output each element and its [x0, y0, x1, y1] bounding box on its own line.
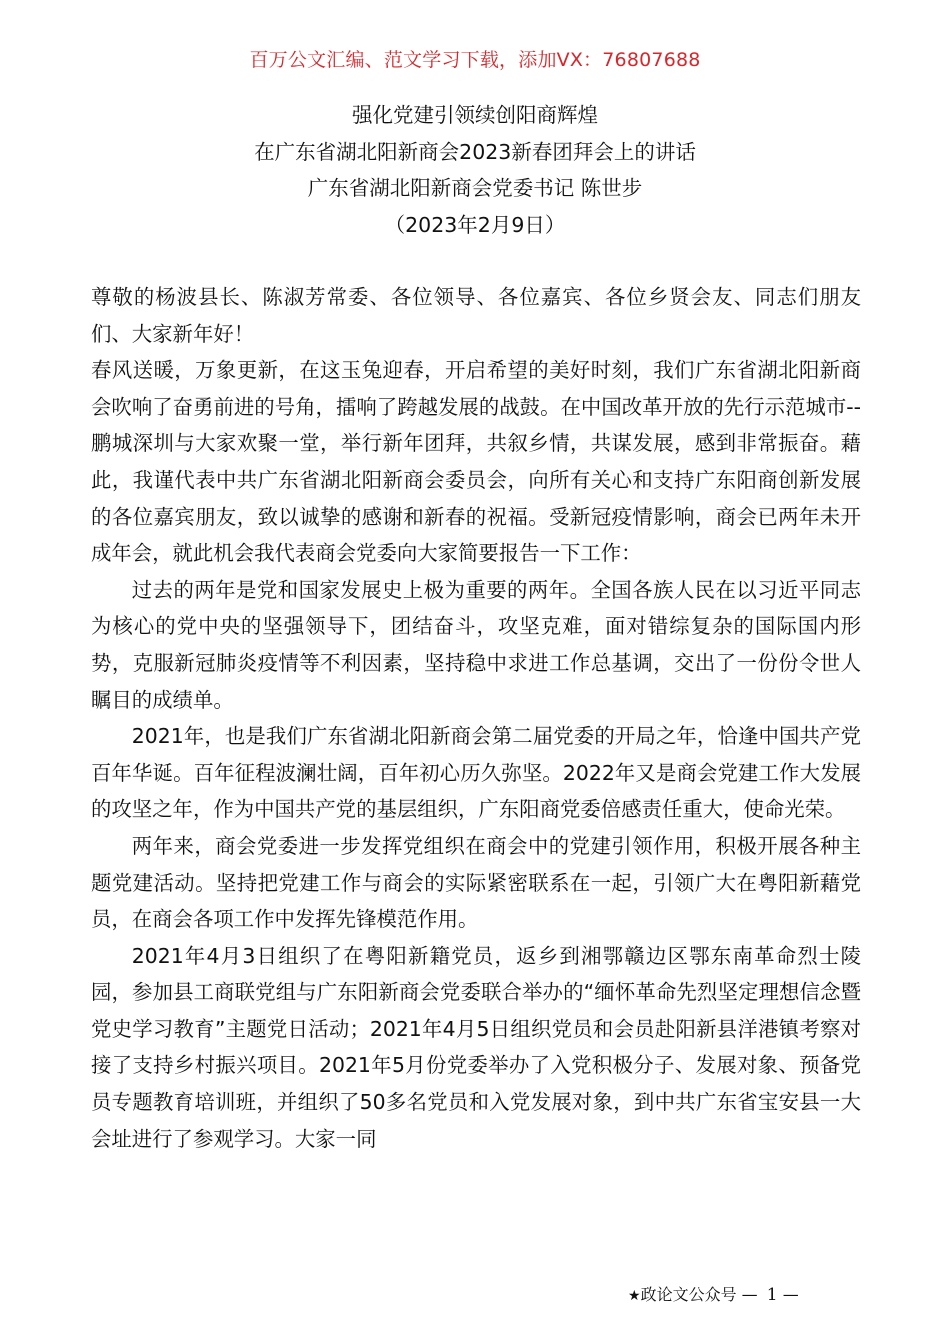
- star-icon: ★: [628, 1288, 641, 1304]
- body-paragraph: 两年来，商会党委进一步发挥党组织在商会中的党建引领作用，积极开展各种主题党建活动。坚持把党建工作与商会的实际紧密联系在一起，引领广大在粤阳新藉党员，在商会各项工作中发挥先锋模范作用。: [91, 833, 861, 932]
- document-subtitle: 在广东省湖北阳新商会2023新春团拜会上的讲话: [254, 139, 696, 164]
- footer-dash-right: —: [782, 1285, 799, 1304]
- body-paragraph: 2021年，也是我们广东省湖北阳新商会第二届党委的开局之年，恰逢中国共产党百年华诞。百年征程波澜壮阔，百年初心历久弥坚。2022年又是商会党建工作大发展的攻坚之年，作为中国共产党的基层组织，广东阳商党委倍感责任重大，使命光荣。: [91, 724, 861, 822]
- page-number: 1: [766, 1285, 778, 1305]
- speech-body: [91, 279, 861, 1157]
- page-footer: [628, 1284, 888, 1307]
- body-paragraph: 2021年4月3日组织了在粤阳新籍党员，返乡到湘鄂赣边区鄂东南革命烈士陵园，参加县工商联党组与广东阳新商会党委联合举办的“缅怀革命先烈坚定理想信念暨党史学习教育”主题党日活动；2021年4月5日组织党员和会员赴阳新县洋港镇考察对接了支持乡村振兴项目。2021年5月份党委举办了入党积极分子、发展对象、预备党员专题教育培训班，并组织了50多名党员和入党发展对象，到中共广东省宝安县一大会址进行了参观学习。大家一同: [91, 943, 861, 1151]
- body-paragraph: 过去的两年是党和国家发展史上极为重要的两年。全国各族人民在以习近平同志为核心的党中央的坚强领导下，团结奋斗，攻坚克难，面对错综复杂的国际国内形势，克服新冠肺炎疫情等不利因素，坚持稳中求进工作总基调，交出了一份份令世人瞩目的成绩单。: [91, 577, 861, 712]
- speaker-line: 广东省湖北阳新商会党委书记 陈世步: [307, 176, 643, 200]
- title-block: [0, 97, 950, 243]
- document-title: 强化党建引领续创阳商辉煌: [352, 103, 598, 127]
- footer-source-label: 政论文公众号: [640, 1285, 737, 1304]
- speech-date: （2023年2月9日）: [384, 212, 566, 237]
- footer-dash-left: —: [741, 1285, 758, 1304]
- body-paragraph: 春风送暖，万象更新，在这玉兔迎春，开启希望的美好时刻，我们广东省湖北阳新商会吹响了奋勇前进的号角，擂响了跨越发展的战鼓。在中国改革开放的先行示范城市--鹏城深圳与大家欢聚一堂，举行新年团拜，共叙乡情，共谋发展，感到非常振奋。藉此，我谨代表中共广东省湖北阳新商会委员会，向所有关心和支持广东阳商创新发展的各位嘉宾朋友，致以诚挚的感谢和新春的祝福。受新冠疫情影响，商会已两年未开成年会，就此机会我代表商会党委向大家简要报告一下工作：: [91, 358, 861, 566]
- promo-banner: 百万公文汇编、范文学习下载，添加VX：76807688: [249, 49, 701, 71]
- salutation-paragraph: 尊敬的杨波县长、陈淑芳常委、各位领导、各位嘉宾、各位乡贤会友、同志们朋友们、大家新年好！: [91, 285, 861, 346]
